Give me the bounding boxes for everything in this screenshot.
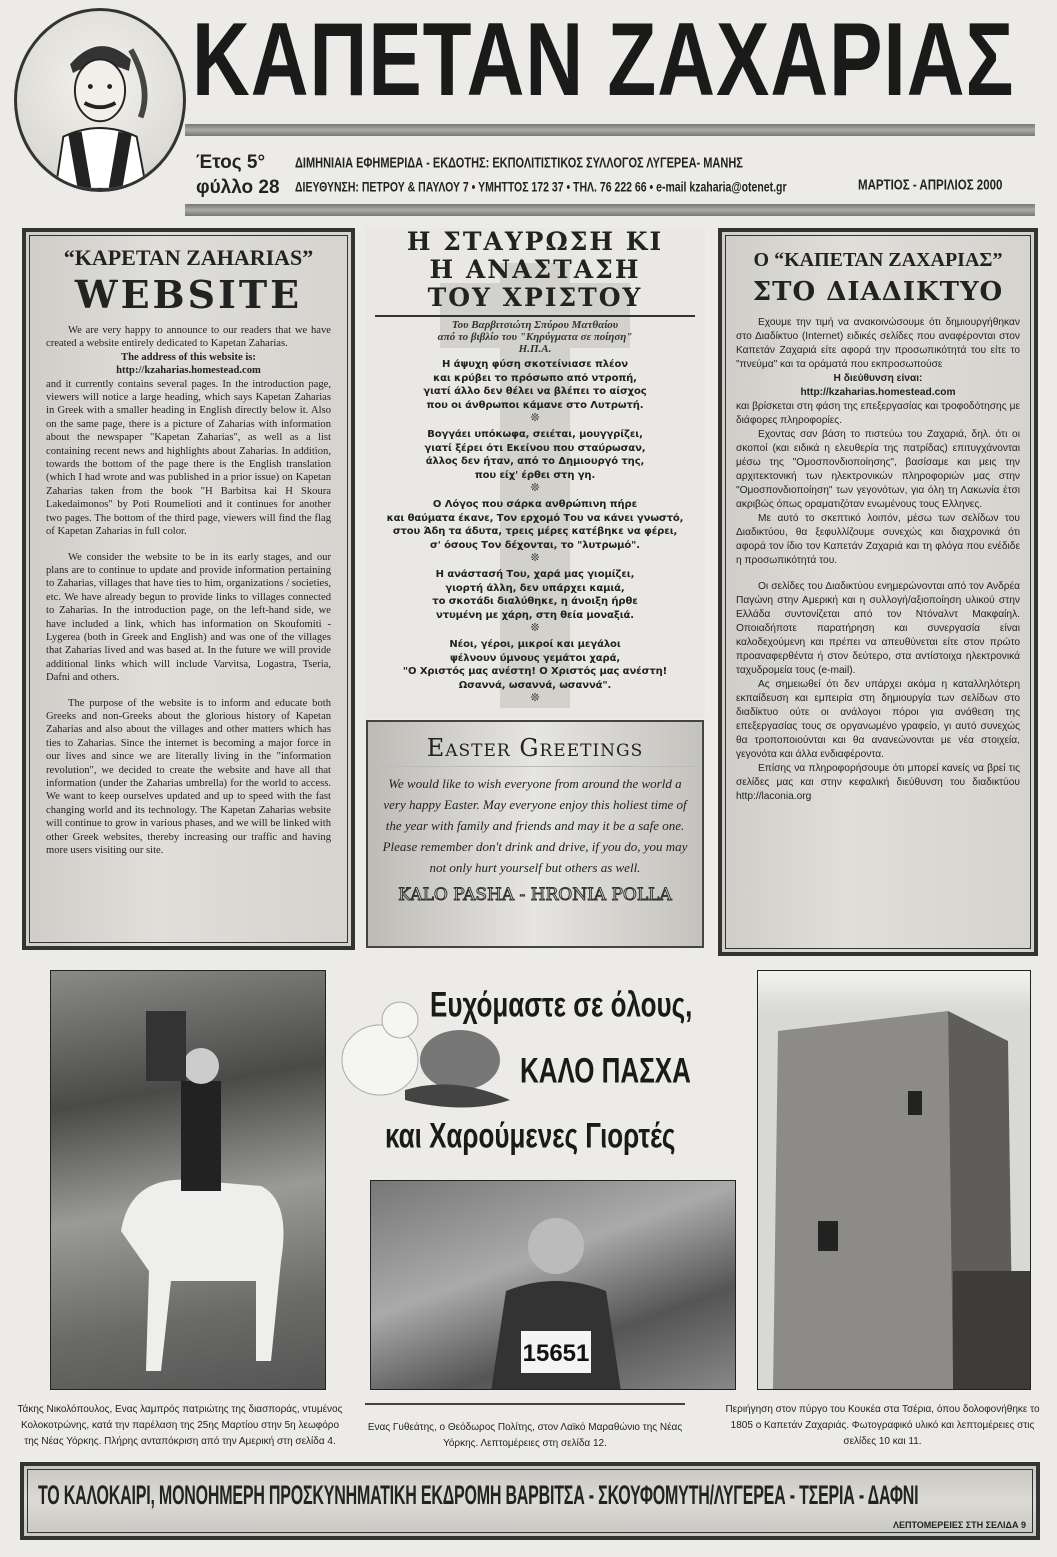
banner-subtext: ΛΕΠΤΟΜΕΡΕΙΕΣ ΣΤΗ ΣΕΛΙΔΑ 9 <box>892 1520 1026 1530</box>
caption-right: Περιήγηση στον πύργο του Κουκέα στα Τσέρια, όπου δολοφονήθηκε το 1805 ο Καπετάν Ζαχαριάς. Φωτογραφικό υλικό και λεπτομέρειες στις σελίδες 10 και 11. <box>725 1404 1040 1447</box>
internet-article <box>718 228 1038 956</box>
stanza-separator-icon: ❊ <box>530 552 540 564</box>
website-article <box>22 228 355 950</box>
caption-middle: Ενας Γυθεάτης, ο Θεόδωρος Πολίτης, στον Λαϊκό Μαραθώνιο της Νέας Υόρκης. Λεπτομέρειες στη σελίδα 12. <box>367 1422 683 1449</box>
issue-info <box>196 150 280 200</box>
photo-parade-horseman <box>50 970 326 1390</box>
byline: από το βιβλίο του "Κηρύγματα σε ποίηση" <box>437 331 633 343</box>
poem-title-3: ΤΟΥ ΧΡΙΣΤΟΥ <box>427 283 643 312</box>
paragraph: We consider the website to be in its early stages, and our plans are to continue to update and provide information pertaining to Zaharias, villages that have ties to him, organizations / societies, etc. We have already begun to provide links to villages connected to Zaharias. In the introduction page, on the left-hand side, we have included a link, which has information on Skoufomiti - Lygerea (both in Greek and English) and was one of the villages that Zaharias lived and was based at. In the future we will provide additional links which will include Varvitsa, Logastra, Tseria, Dafni and others. <box>46 551 331 684</box>
easter-title: Easter Greetings <box>374 730 696 767</box>
poem-line: γιορτή άλλη, δεν υπάρχει καμιά, <box>445 582 625 594</box>
masthead-portrait-logo <box>14 8 186 192</box>
article-title: “KAPETAN ZAHARIAS” <box>63 245 314 270</box>
poem-line: ντυμένη με χάρη, στη θεία μοναξιά. <box>435 609 634 621</box>
poem-line: σ' όσους Τον δέχονται, το "λυτρωμό". <box>430 539 640 551</box>
byline: Η.Π.Α. <box>518 343 552 355</box>
paragraph: Επίσης να πληροφορήσουμε ότι μπορεί κανείς να βρεί τις σελίδες μας και στην κεφαλική διεύθυνση του διαδικτύου http://laconia.org <box>736 763 1020 802</box>
caption-left: Τάκης Νικολόπουλος, Ενας λαμπρός πατριώτης της διασποράς, ντυμένος Κολοκοτρώνης, κατά την παρέλαση της 25ης Μαρτίου στην 5η λεωφόρο της Νέας Υόρκης. Πλήρης ανταπόκριση από την Αμερική στη σελίδα 4. <box>17 1404 343 1447</box>
tower-image <box>758 971 1030 1389</box>
stanza-separator-icon: ❊ <box>530 692 540 704</box>
poem-line: Νέοι, γέροι, μικροί και μεγάλοι <box>449 639 621 650</box>
greeting-line-1: Ευχόμαστε σε όλους, <box>430 984 693 1025</box>
greeting-line-2: ΚΑΛΟ ΠΑΣΧΑ <box>520 1050 691 1091</box>
address-line: ΔΙΕΥΘΥΝΣΗ: ΠΕΤΡΟΥ & ΠΑΥΛΟΥ 7 • ΥΜΗΤΤΟΣ 172 37 • ΤΗΛ. 76 222 66 • e-mail kzaharia@otenet.gr <box>295 180 787 196</box>
excursion-banner <box>20 1462 1040 1540</box>
poem-line: Ο Λόγος που σάρκα ανθρώπινη πήρε <box>432 499 638 510</box>
banner-text: ΤΟ ΚΑΛΟΚΑΙΡΙ, ΜΟΝΟΗΜΕΡΗ ΠΡΟΣΚΥΝΗΜΑΤΙΚΗ ΕΚΔΡΟΜΗ ΒΑΡΒΙΤΣΑ - ΣΚΟΥΦΟΜΥΤΗ/ΛΥΓΕΡΕΑ - ΤΣΕΡΙΑ - ΔΑΦΝΙ <box>38 1481 919 1511</box>
poem-stanza <box>365 568 705 622</box>
publisher-line: ΔΙΜΗΝΙΑΙΑ ΕΦΗΜΕΡΙΔΑ - ΕΚΔΟΤΗΣ: ΕΚΠΟΛΙΤΙΣΤΙΚΟΣ ΣΥΛΛΟΓΟΣ ΛΥΓΕΡΕΑ- ΜΑΝΗΣ <box>295 156 743 172</box>
greeting-line-3: και Χαρούμενες Γιορτές <box>385 1115 676 1156</box>
poem-line: Η άψυχη φύση σκοτείνιασε πλέον <box>442 359 628 370</box>
poem-line: στου Άδη τα άδυτα, τρεις μέρες κατέβηκε να φέρει, <box>392 526 678 537</box>
address-label: Η διεύθυνση είναι: <box>833 373 923 384</box>
article-subtitle: ΣΤΟ ΔΙΑΔΙΚΤΥΟ <box>752 277 1004 307</box>
header-rule-top <box>185 124 1035 136</box>
article-subtitle: WEBSITE <box>74 272 303 317</box>
easter-greetings-box <box>366 720 704 948</box>
paragraph: and it currently contains several pages. In the introduction page, viewers will notice a large heading, which says Kapetan Zaharias in Greek with a smaller heading in English directly below it. Also on the same page, there is a picture of Zaharias with information about the newspaper "Kapetan Zaharias", as well as a list containing recent news and highlights about Zaharias. In addition, towards the bottom of the page there is the English translation (which I had wrote and was published in a prior issue) on Kapetan Zaharias taken from the book "H Barbitsa kai H Skoura Lakedaimonos" by Poti Roumelioti and it continues for another two pages. The bottom of the third page, viewers will find the flag of Kapetan Zaharias in full color. <box>46 378 331 538</box>
horse-rider-image <box>51 971 325 1389</box>
poem-line: που είχ' έρθει στη γη. <box>474 469 596 481</box>
website-link[interactable]: http://kzaharias.homestead.com <box>116 365 261 377</box>
poem-line: άλλος δεν ήταν, από το Δημιουργό της, <box>425 456 645 467</box>
photo-marathon-runner <box>370 1180 736 1390</box>
runner-image <box>371 1181 735 1389</box>
poem-stanza <box>365 358 705 412</box>
poem-title-2: Η ΑΝΑΣΤΑΣΗ <box>429 255 641 284</box>
paragraph: Εχοντας σαν βάση το πιστεύω του Ζαχαριά, δηλ. ότι οι σκοποί (και ειδικά η ελευθερία της πατρίδας) επιτυγχάνονται μέσω της "Ομοσπονδιοποίησης", βασίσαμε και μεις την αρχιτεκτονική των ηλεκτρονικών πληροφοριών μας στην "Ομοσπονδιοποίηση" των γεγονότων, για όλη τη Λακωνία έτσι ακριβώς όπως οραματιζόταν ενωμένους τους Ελληνες. <box>736 429 1020 510</box>
paragraph: Ας σημειωθεί ότι δεν υπάρχει ακόμα η καταλληλότερη εκπαίδευση και εμπειρία στη δημιουργία των σελίδων στο διαδίκτυο ούτε οι ανάλογοι πόροι για ανάθεση της επεξεργασίας τους σε οργανωμένο γραφείο, γι αυτό συνεχώς θα τροποποιούνται και θα ανανεώνονται με νέα στοιχεία, γεγονότα και άλλα ενδιαφέροντα. <box>736 679 1020 760</box>
poem-stanza <box>365 498 705 552</box>
bib-number: 15651 <box>522 1340 590 1367</box>
poem-line: "Ο Χριστός μας ανέστη! Ο Χριστός μας ανέστη! <box>402 666 668 677</box>
article-title: Ο “ΚΑΠΕΤΑΝ ΖΑΧΑΡΙΑΣ” <box>753 249 1003 271</box>
poem-stanza <box>365 638 705 692</box>
byline: Του Βαρβιτσιώτη Σπύρου Ματθαίου <box>451 319 619 331</box>
address-label: The address of this website is: <box>121 351 256 363</box>
poem-line: Ωσαννά, ωσαννά, ωσαννά". <box>458 679 612 691</box>
poem-line: γιατί άλλο δεν θέλει να βλέπει το αίσχος <box>423 386 647 397</box>
poem-line: Βογγάει υπόκωφα, σειέται, μουγγρίζει, <box>427 429 643 440</box>
issue-date: ΜΑΡΤΙΟΣ - ΑΠΡΙΛΙΟΣ 2000 <box>858 178 1003 194</box>
stanza-separator-icon: ❊ <box>530 412 540 424</box>
issue-number: φύλλο 28 <box>196 177 280 198</box>
poem-line: Η ανάστασή Του, χαρά μας γιομίζει, <box>435 569 635 580</box>
paragraph: Οι σελίδες του Διαδικτύου ενημερώνονται από τον Ανδρέα Παγώνη στην Αμερική και η συλλογή/αξιοποίηση υλικού στην Ελλάδα συντονίζεται από τον Ντόναλντ Μακφαίηλ. Οποιαδήποτε παρατήρηση και συνεργασία είναι καλοδεχούμενη και πρέπει να απευθύνεται είτε στον πρώτο προαναφερθέντα ή στον δεύτερο, στα αντίστοιχα ηλεκτρονικά ταχυδρομεία τους (e-mail). <box>736 581 1020 676</box>
poem-line: ψέλνουν ύμνους γεμάτοι χαρά, <box>449 652 621 664</box>
stanza-separator-icon: ❊ <box>530 482 540 494</box>
photo-stone-tower <box>757 970 1031 1390</box>
year-label: Έτος 5° <box>196 152 266 173</box>
easter-wishes-banner <box>335 970 745 1175</box>
caption-rule <box>365 1403 685 1405</box>
easter-footer: KALO PASHA - HRONIA POLLA <box>398 885 672 905</box>
paragraph: The purpose of the website is to inform and educate both Greeks and non-Greeks about the glorious history of Kapetan Zaharias and also about the villages and other matters which has ties to Zaharias. Since the internet is becoming a major force in our lives and since we are literally living in the "information revolution", we decided to create the website and have all that information (under the Zaharias umbrella) for the world to access. We want to keep ourselves updated and up to speed with the fast changing world and its technology. The Kapetan Zaharias website will continue to grow in various phases, and we will be linked with other Greek websites, thereby increasing our traffic and having more users visiting our site. <box>46 697 331 857</box>
masthead-title: ΚΑΠΕΤΑΝ ΖΑΧΑΡΙΑΣ <box>192 1 1015 118</box>
poem-line: που οι άνθρωποι κάμανε στο Λυτρωτή. <box>426 399 644 411</box>
website-link[interactable]: http://kzaharias.homestead.com <box>800 387 956 398</box>
stanza-separator-icon: ❊ <box>530 622 540 634</box>
poem-line: και θαύματα έκανε, Τον ερχομό Του να κάνει γνωστό, <box>386 512 684 524</box>
poem-stanza <box>365 428 705 482</box>
kapetan-portrait-icon <box>17 11 183 189</box>
paragraph: και βρίσκεται στη φάση της επεξεργασίας και τροφοδότησης με διάφορες πληροφορίες. <box>736 401 1020 426</box>
paragraph: Εχουμε την τιμή να ανακοινώσουμε ότι δημιουργήθηκαν στο Διαδίκτυο (Internet) ειδικές σελίδες που αναφέρονται στον Καπετάν Ζαχαριά είτε αφορά την προσωπικότητά του είτε το "πνεύμα" και τα οράματά που εκπροσωπούσε <box>736 317 1020 370</box>
poem-line: γιατί ξέρει ότι Εκείνου που σταύρωσαν, <box>424 442 646 454</box>
poem-line: και κρύβει το πρόσωπο από ντροπή, <box>433 372 637 384</box>
poem-title-1: Η ΣΤΑΥΡΩΣΗ ΚΙ <box>406 227 664 256</box>
poem-article <box>365 228 705 718</box>
paragraph: We are very happy to announce to our readers that we have created a website entirely dedicated to Kapetan Zaharias. <box>46 325 331 350</box>
poem-line: το σκοτάδι διαλύθηκε, η άνοιξη ήρθε <box>432 596 638 607</box>
header-rule-bottom <box>185 204 1035 216</box>
easter-text: We would like to wish everyone from around the world a very happy Easter. May everyone enjoy this holiest time of the year with family and friends and may it be a safe one. Please remember don't drink and drive, if you do, you may not only hurt yourself but others as well. <box>382 776 688 875</box>
paragraph: Με αυτό το σκεπτικό λοιπόν, μέσω των σελίδων του Διαδικτύου, θα ξεφυλλίζουμε συνεχώς και διαχρονικά ότι αφορά τον ίδιο τον Καπετάν Ζαχαριά και τη φλόγα που ενέδιδε η προσωπικότητά του. <box>736 513 1020 566</box>
